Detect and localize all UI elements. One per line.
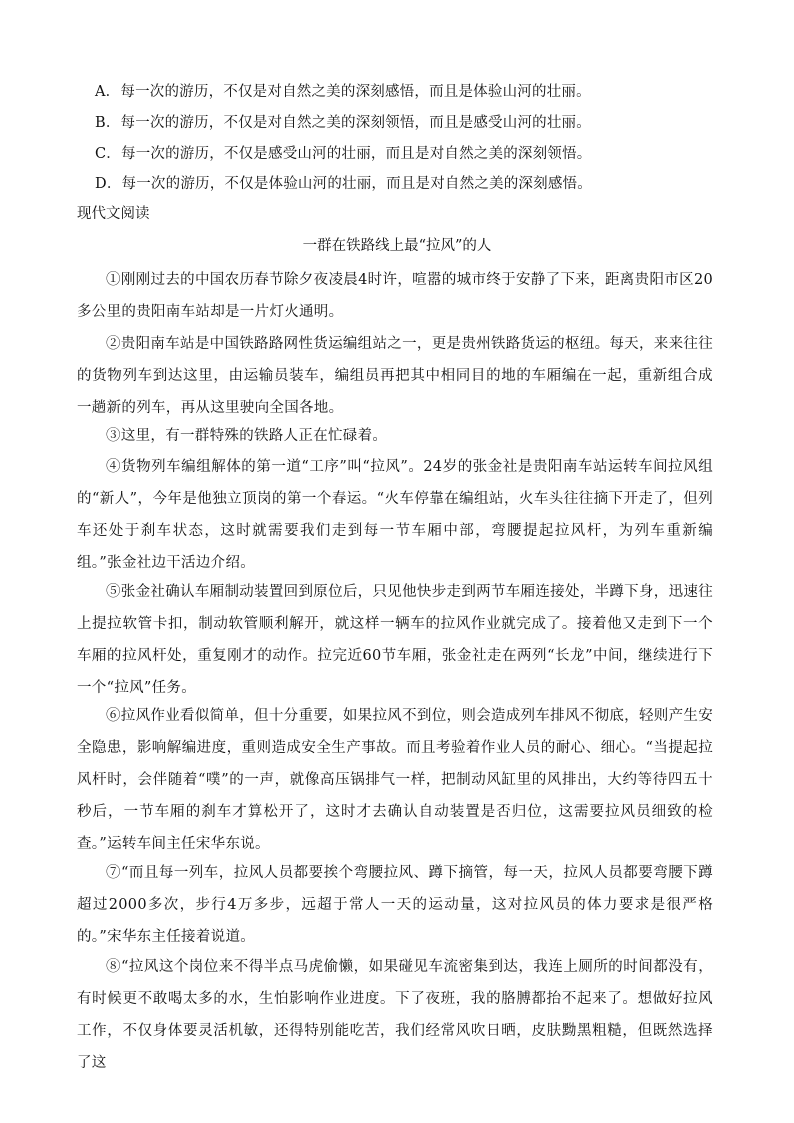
- option-d: D．每一次的游历，不仅是体验山河的壮丽，而且是对自然之美的深刻感悟。: [95, 176, 592, 192]
- paragraph-4: ④货物列车编组解体的第一道“工序”叫“拉风”。24岁的张金社是贵阳南车站运转车间拉风组的“新人”，今年是他独立顶岗的第一个春运。“火车停靠在编组站，火车头往往摘下开走了，但列车还处于刹车状态，这时就需要我们走到每一节车厢中部，弯腰提起拉风杆，为列车重新编组。”张金社边干活边介绍。: [77, 459, 713, 571]
- section-label: 现代文阅读: [77, 206, 150, 222]
- option-a: A．每一次的游历，不仅是对自然之美的深刻感悟，而且是体验山河的壮丽。: [95, 84, 591, 100]
- paragraph-5: ⑤张金社确认车厢制动装置回到原位后，只见他快步走到两节车厢连接处，半蹲下身，迅速往上提拉软管卡扣，制动软管顺利解开，就这样一辆车的拉风作业就完成了。接着他又走到下一个车厢的拉风杆处，重复刚才的动作。拉完近60节车厢，张金社走在两列“长龙”中间，继续进行下一个“拉风”任务。: [77, 584, 713, 696]
- article-title: 一群在铁路线上最“拉风”的人: [302, 238, 492, 254]
- paragraph-7: ⑦“而且每一列车，拉风人员都要挨个弯腰拉风、蹲下摘管，每一天，拉风人员都要弯腰下蹲超过2000多次，步行4万多步，远超于常人一天的运动量，这对拉风员的体力要求是很严格的。”宋华东主任接着说道。: [77, 865, 713, 945]
- paragraph-3: ③这里，有一群特殊的铁路人正在忙碌着。: [106, 428, 388, 444]
- paragraph-1: ①刚刚过去的中国农历春节除夕夜凌晨4时许，喧嚣的城市终于安静了下来，距离贵阳市区20多公里的贵阳南车站却是一片灯火通明。: [77, 272, 713, 320]
- option-b: B．每一次的游历，不仅是对自然之美的深刻领悟，而且是感受山河的壮丽。: [95, 115, 591, 131]
- paragraph-8: ⑧“拉风这个岗位来不得半点马虎偷懒，如果碰见车流密集到达，我连上厕所的时间都没有，有时候更不敢喝太多的水，生怕影响作业进度。下了夜班，我的胳膊都抬不起来了。想做好拉风工作，不仅身体要灵活机敏，还得特别能吃苦，我们经常风吹日晒，皮肤黝黑粗糙，但既然选择了这: [77, 959, 713, 1071]
- option-c: C．每一次的游历，不仅是感受山河的壮丽，而且是对自然之美的深刻领悟。: [95, 146, 592, 162]
- paragraph-6: ⑥拉风作业看似简单，但十分重要，如果拉风不到位，则会造成列车排风不彻底，轻则产生安全隐患，影响解编进度，重则造成安全生产事故。而且考验着作业人员的耐心、细心。“当提起拉风杆时，会伴随着“噗”的一声，就像高压锅排气一样，把制动风缸里的风排出，大约等待四五十秒后，一节车厢的刹车才算松开了，这时才去确认自动装置是否归位，这需要拉风员细致的检查。”运转车间主任宋华东说。: [77, 708, 713, 852]
- paragraph-2: ②贵阳南车站是中国铁路路网性货运编组站之一，更是贵州铁路货运的枢纽。每天，来来往往的货物列车到达这里，由运输员装车，编组员再把其中相同目的地的车厢编在一起，重新组合成一趟新的列车，再从这里驶向全国各地。: [77, 336, 713, 416]
